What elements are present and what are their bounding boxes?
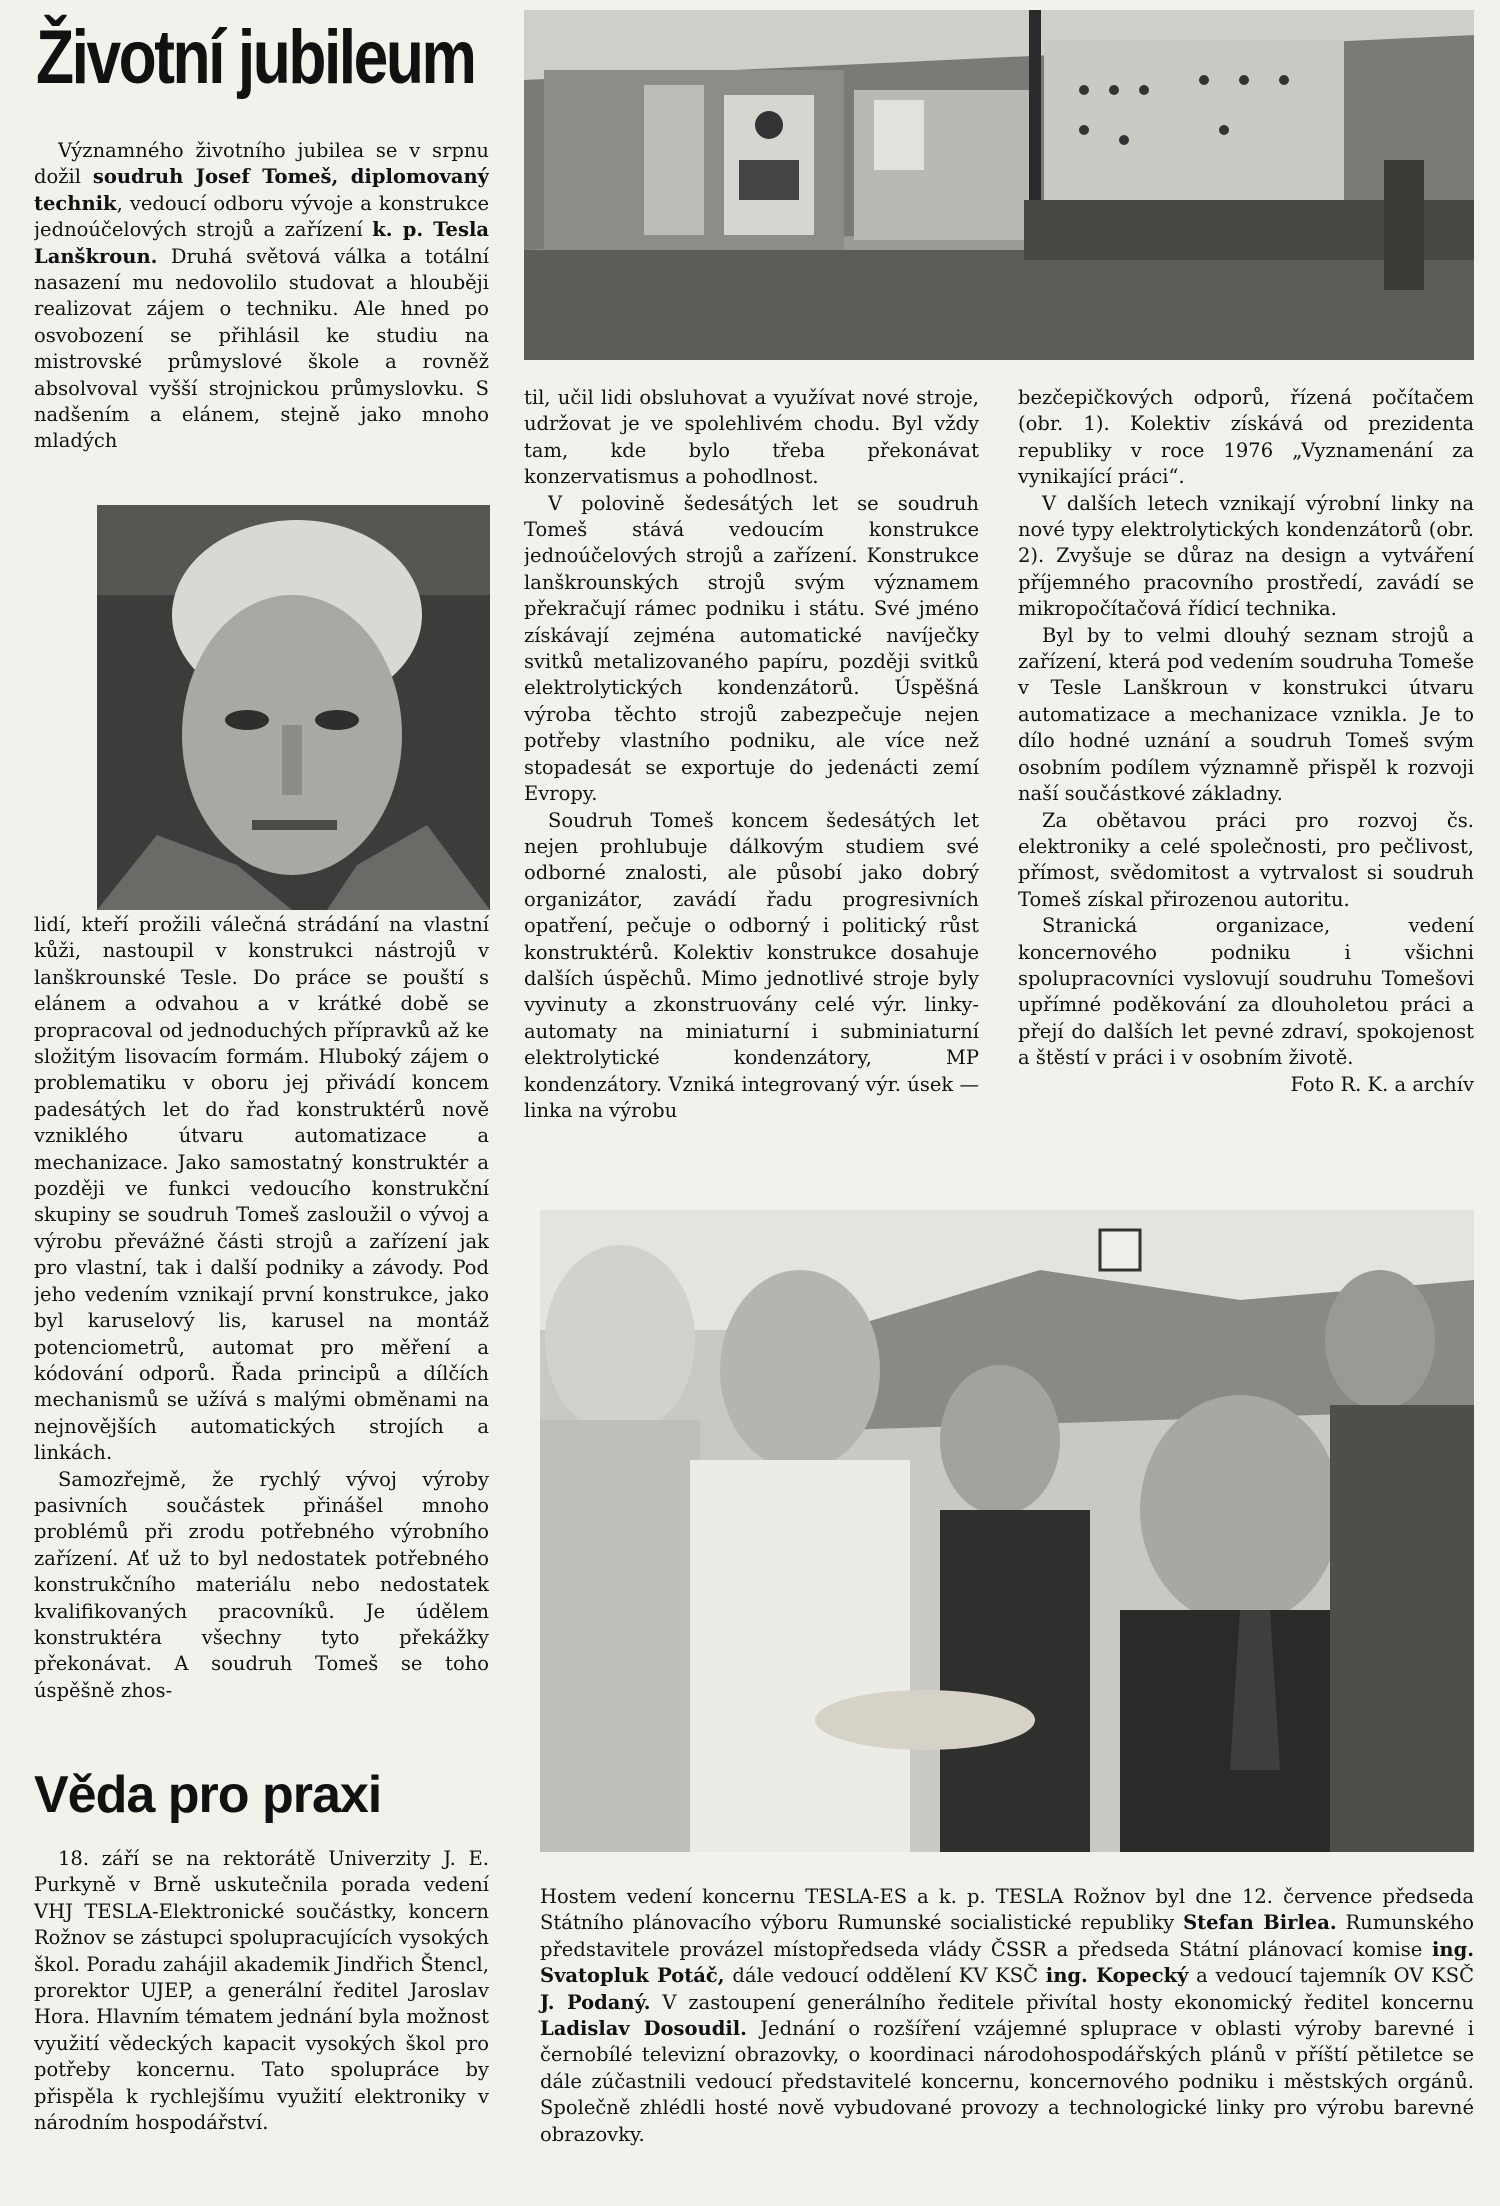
article-column-3 [1018,385,1474,1215]
article-paragraph: V dalších letech vznikají výrobní linky na nové typy elektrolytických kondenzátorů (obr. 2). Zvyšuje se důraz na design a vytváření příjemného pracovního prostředí, zavádí se mikropočítačová řídicí technika. [1018,491,1474,621]
photo-caption: Hostem vedení koncernu TESLA-ES a k. p. TESLA Rožnov byl dne 12. července předseda Státního plánovacího výboru Rumunské socialistické republiky Stefan Birlea. Rumunského představitele provázel místopředseda vlády ČSSR a předseda Státní plánovací komise ing. Svatopluk Potáč, dále vedoucí oddělení KV KSČ ing. Kopecký a vedoucí tajemník OV KSČ J. Podaný. V zastoupení generálního ředitele přivítal hosty ekonomický ředitel koncernu Ladislav Dosoudil. Jednání o rozšíření vzájemné spluprace v oblasti výroby barevné i černobílé televizní obrazovky, o koordinaci národohospodářských plánů v příští pětiletce se dále zúčastnili vedoucí představitelé koncernu, koncernového podniku i městských orgánů. Společně zhlédli hosté nově vybudované provozy a technologické linky pro výrobu barevné obrazovky. [540,1885,1474,2146]
person-name: ing. Kopecký [1045,1964,1189,1988]
article-paragraph: Významného životního jubilea se v srpnu dožil soudruh Josef Tomeš, diplomovaný technik, vedoucí odboru vývoje a konstrukce jednoúčelových strojů a zařízení k. p. Tesla Lanškroun. Druhá světová válka a totální nasazení mu nedovolilo studovat a hlouběji realizovat zájem o techniku. Ale hned po osvobození se přihlásil ke studiu na mistrovské průmyslové škole a rovněž absolvoval vyšší strojnickou průmyslovku. S nadšením a elánem, stejně jako mnoho mladých [34,139,489,453]
article-paragraph: Soudruh Tomeš koncem šedesátých let nejen prohlubuje dálkovým studiem své odborné znalosti, ale působí jako dobrý organizátor, zavádí řadu progresivních opatření, pečuje o odborný i politický růst konstruktérů. Kolektiv konstrukce dosahuje dalších úspěchů. Mimo jednotlivé stroje byly vyvinuty a zkonstruovány celé výr. linky-automaty na miniaturní i subminiaturní elektrolytické kondenzátory, MP kondenzátory. Vzniká integrovaný výr. úsek — linka na výrobu [524,808,979,1122]
article-paragraph: bezčepičkových odporů, řízená počítačem (obr. 1). Kolektiv získává od prezidenta republiky v roce 1976 „Vyznamenání za vynikající práci“. [1018,386,1474,489]
article-paragraph: Stranická organizace, vedení koncernového podniku i všichni spolupracovníci vyslovují soudruhu Tomešovi upřímné poděkování za dlouholetou práci a přejí do dalších let pevné zdraví, spokojenost a štěstí v práci i v osobním životě. [1018,914,1474,1070]
article-paragraph: til, učil lidi obsluhovat a využívat nové stroje, udržovat je ve spolehlivém chodu. Byl vždy tam, kde bylo třeba překonávat konzervatismus a pohodlnost. [524,386,979,489]
article-column-1-continued [34,912,489,1742]
article-paragraph: Za obětavou práci pro rozvoj čs. elektroniky a celé společnosti, pro pečlivost, přímost, svědomitost a vytrvalost si soudruh Tomeš získal přirozenou autoritu. [1018,808,1474,911]
article-paragraph: V polovině šedesátých let se soudruh Tomeš stává vedoucím konstrukce jednoúčelových strojů a zařízení. Konstrukce lanškrounských strojů svým významem překračují rámec podniku i státu. Své jméno získávají zejména automatické navíječky svitků metalizovaného papíru, později svitků elektrolytických kondenzátorů. Úspěšná výroba těchto strojů zabezpečuje nejen potřeby vlastního podniku, ale více než stopadesát se exportuje do jedenácti zemí Evropy. [524,491,979,806]
organization-name: k. p. Tesla Lanškroun. [34,218,489,268]
article-paragraph: 18. září se na rektorátě Univerzity J. E. Purkyně v Brně uskutečnila porada vedení VHJ TESLA-Elektronické součástky, koncern Rožnov se zástupci spolupracujících vysokých škol. Poradu zahájil akademik Jindřich Štencl, prorektor UJEP, a generální ředitel Jaroslav Hora. Hlavním tématem jednání byla možnost využití vědeckých kapacit vysokých škol pro potřeby koncernu. Tato spolupráce by přispěla k rychlejšímu využití elektroniky v národním hospodářství. [34,1847,489,2135]
factory-machines-photo [524,10,1474,360]
person-name: Stefan Birlea. [1183,1911,1337,1935]
article-title: Životní jubileum [36,15,475,100]
article-column-2 [524,385,979,1215]
article-2-body [34,1846,489,2186]
person-name: ing. Svatopluk Potáč, [540,1937,1474,1988]
person-name: Ladislav Dosoudil. [540,2017,747,2041]
person-name: soudruh Josef Tomeš, diplomovaný technik [34,165,489,215]
portrait-photo [97,505,490,910]
photo-credit: Foto R. K. a archív [1290,1072,1474,1096]
article-2-title: Věda pro praxi [34,1766,382,1824]
article-paragraph: Samozřejmě, že rychlý vývoj výroby pasivních součástek přinášel mnoho problémů při zrodu potřebného výrobního zařízení. Ať už to byl nedostatek potřebného konstrukčního materiálu nebo nedostatek kvalifikovaných pracovníků. Je údělem konstruktéra všechny tyto překážky překonávat. A soudruh Tomeš se toho úspěšně zhos- [34,1467,489,1702]
article-paragraph: Byl by to velmi dlouhý seznam strojů a zařízení, která pod vedením soudruha Tomeše v Tesle Lanškroun v konstrukci útvaru automatizace a mechanizace vznikla. Je to dílo hodné uznání a soudruh Tomeš svým osobním podílem významně přispěl k rozvoji naší součástkové základny. [1018,623,1474,806]
delegation-visit-photo [540,1210,1474,1852]
article-paragraph: lidí, kteří prožili válečná strádání na vlastní kůži, nastoupil v konstrukci nástrojů v lanškrounské Tesle. Do práce se pouští s elánem a odvahou a v krátké době se propracoval od jednoduchých přípravků až ke složitým lisovacím formám. Hluboký zájem o problematiku v oboru jej přivádí koncem padesátých let do řad konstruktérů nově vzniklého útvaru automatizace a mechanizace. Jako samostatný konstruktér a později ve funkci vedoucího konstrukční skupiny se soudruh Tomeš zasloužil o vývoj a výrobu převážné části strojů a zařízení jak pro vlastní, tak i další podniky a závody. Pod jeho vedením vznikají první konstrukce, jako byl karuselový lis, karusel na montáž potenciometrů, automat pro měření a kódování odporů. Řada principů a dílčích mechanismů se užívá s malými obměnami na nejnovějších automatických strojích a linkách. [34,913,489,1465]
article-column-1 [34,138,489,478]
person-name: J. Podaný. [540,1990,651,2014]
